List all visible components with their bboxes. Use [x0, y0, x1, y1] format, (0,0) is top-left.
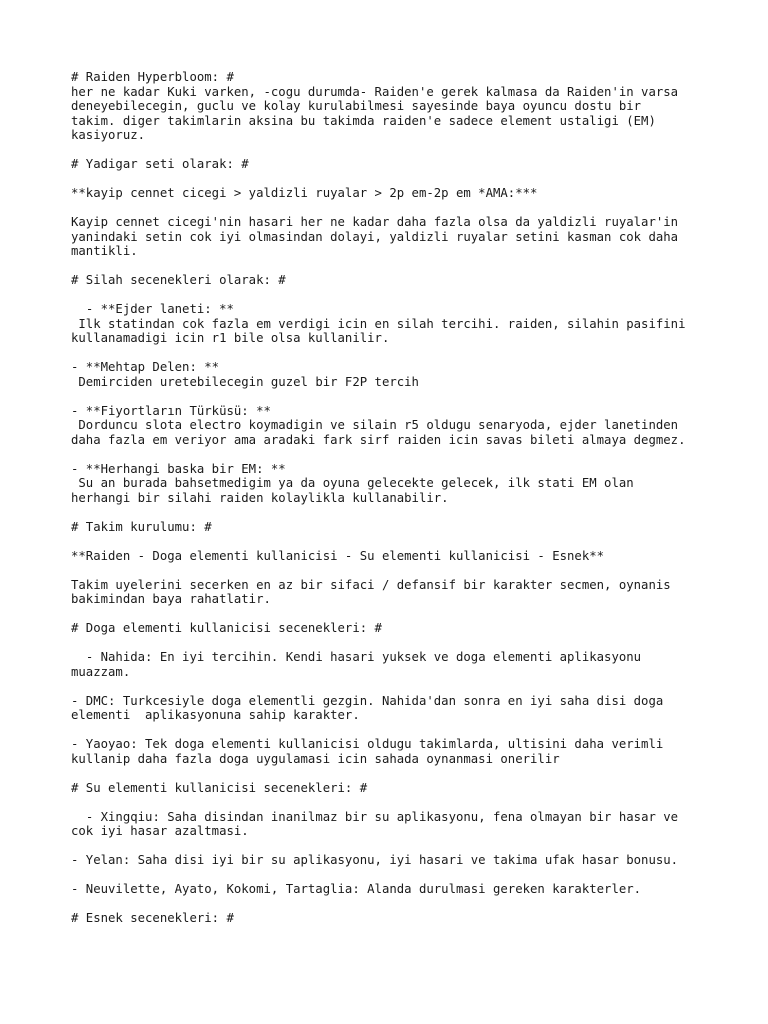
section-heading-weapons: # Silah secenekleri olarak: # [71, 273, 286, 287]
hydro-option-on-field: - Neuvilette, Ayato, Kokomi, Tartaglia: Alanda durulmasi gereken karakterler. [71, 882, 642, 896]
document-body [71, 70, 711, 940]
section-heading-team-setup: # Takim kurulumu: # [71, 519, 212, 534]
team-composition: **Raiden - Doga elementi kullanicisi - Su elementi kullanicisi - Esnek** [71, 548, 605, 563]
hydro-option-xingqiu: - Xingqiu: Saha disindan inanilmaz bir su aplikasyonu, fena olmayan bir hasar ve cok iyi hasar azaltmasi. [71, 809, 679, 838]
dendro-option-yaoyao: - Yaoyao: Tek doga elementi kullanicisi oldugu takimlarda, ultisini daha verimli kullanip daha fazla doga uygulamasi icin sahada oynanmasi onerilir [71, 737, 664, 766]
team-advice: Takim uyelerini secerken en az bir sifaci / defansif bir karakter secmen, oynanis bakimindan baya rahatlatir. [71, 577, 671, 606]
dendro-option-nahida: - Nahida: En iyi tercihin. Kendi hasari yuksek ve doga elementi aplikasyonu muazzam. [71, 650, 642, 679]
section-heading-dendro-options: # Doga elementi kullanicisi secenekleri: # [71, 621, 382, 635]
weapon-item-mehtap-delen: - **Mehtap Delen: ** Demirciden uretebilecegin guzel bir F2P tercih [71, 360, 419, 389]
section-heading-raiden-hyperbloom: # Raiden Hyperbloom: # her ne kadar Kuki varken, -cogu durumda- Raiden'e gerek kalmasa da Raiden'in varsa deneyebilecegin, guclu ve kolay kurulabilmesi sayesinde baya oyuncu dostu bir takim. diger takimlarin aksina bu takimda raiden'e sadece element ustaligi (EM) kasiyoruz. [71, 70, 679, 142]
section-heading-flex-options: # Esnek secenekleri: # [71, 911, 234, 925]
weapon-item-ejder-laneti: - **Ejder laneti: ** Ilk statindan cok fazla em verdigi icin en silah tercihi. raiden, silahin pasifini kullanamadigi icin r1 bile olsa kullanilir. [71, 302, 686, 345]
weapon-item-fiyortlarin-turkusu: - **Fiyortların Türküsü: ** Dorduncu slota electro koymadigin ve silain r5 oldugu senaryoda, ejder lanetinden daha fazla em veriyor ama aradaki fark sirf raiden icin savas bileti almaya degmez. [71, 403, 686, 447]
dendro-option-dmc: - DMC: Turkcesiyle doga elementli gezgin. Nahida'dan sonra en iyi saha disi doga elementi aplikasyonuna sahip karakter. [71, 693, 664, 722]
hydro-option-yelan: - Yelan: Saha disi iyi bir su aplikasyonu, iyi hasari ve takima ufak hasar bonusu. [71, 853, 679, 867]
artifact-explanation: Kayip cennet cicegi'nin hasari her ne kadar daha fazla olsa da yaldizli ruyalar'in yanindaki setin cok iyi olmasindan dolayi, yaldizli ruyalar setini kasman cok daha mantikli. [71, 215, 679, 258]
section-heading-artifact-set: # Yadigar seti olarak: # [71, 157, 249, 171]
weapon-item-other-em: - **Herhangi baska bir EM: ** Su an burada bahsetmedigim ya da oyuna gelecekte gelecek, ilk stati EM olan herhangi bir silahi raiden kolaylikla kullanabilir. [71, 461, 634, 505]
artifact-ranking: **kayip cennet cicegi > yaldizli ruyalar > 2p em-2p em *AMA:*** [71, 186, 538, 200]
section-heading-hydro-options: # Su elementi kullanicisi secenekleri: # [71, 780, 368, 795]
